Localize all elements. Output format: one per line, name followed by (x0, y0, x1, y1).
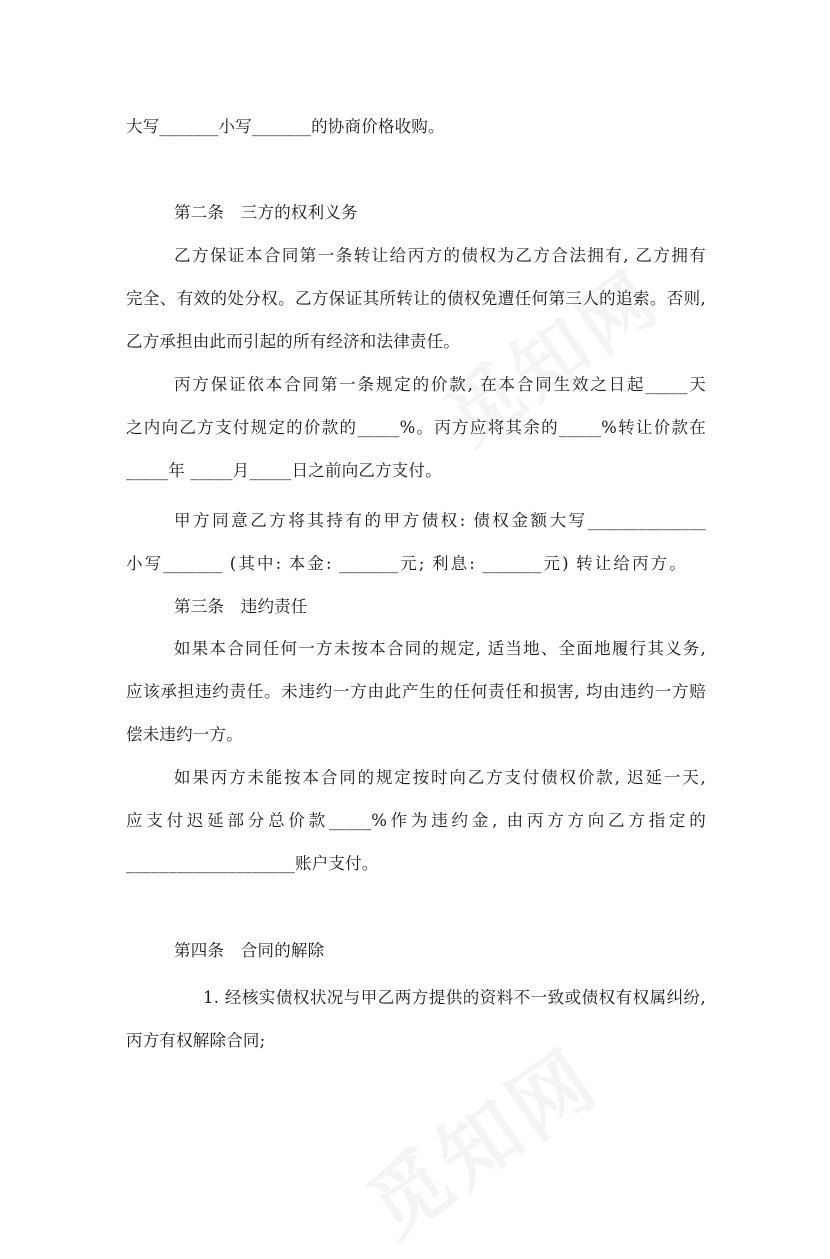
paragraph-line: 乙方保证本合同第一条转让给丙方的债权为乙方合法拥有, 乙方拥有 (174, 246, 706, 265)
paragraph-line: 丙方有权解除合同; (126, 1031, 266, 1050)
paragraph-line: 大写_______小写_______的协商价格收购。 (126, 117, 445, 136)
paragraph-line: 应支付迟延部分总价款_____%作为违约金, 由丙方方向乙方指定的 (126, 811, 706, 830)
paragraph-line: 乙方承担由此而引起的所有经济和法律责任。 (126, 332, 460, 351)
watermark (340, 1016, 617, 1258)
paragraph-line: 之内向乙方支付规定的价款的_____%。丙方应将其余的_____%转让价款在 (126, 418, 706, 437)
section-heading-3: 第三条 违约责任 (174, 597, 308, 616)
paragraph-line: 小写_______ (其中: 本金: _______元; 利息: _______元) 转让给丙方。 (126, 554, 686, 573)
section-heading-2: 第二条 三方的权利义务 (174, 203, 358, 222)
section-heading-4: 第四条 合同的解除 (174, 941, 325, 960)
paragraph-line: 应该承担违约责任。未违约一方由此产生的任何责任和损害, 均由违约一方赔 (126, 682, 706, 701)
paragraph-line: 完全、有效的处分权。乙方保证其所转让的债权免遭任何第三人的追索。否则, (126, 289, 706, 308)
paragraph-line: 偿未违约一方。 (126, 725, 243, 744)
paragraph-line: 丙方保证依本合同第一条规定的价款, 在本合同生效之日起_____天 (174, 375, 706, 394)
paragraph-line: 甲方同意乙方将其持有的甲方债权: 债权金额大写______________ (174, 511, 706, 530)
paragraph-line: ____________________账户支付。 (126, 854, 379, 873)
paragraph-line: _____年 _____月_____日之前向乙方支付。 (126, 461, 442, 480)
paragraph-line: 如果丙方未能按本合同的规定按时向乙方支付债权价款, 迟延一天, (174, 768, 706, 787)
paragraph-line: 如果本合同任何一方未按本合同的规定, 适当地、全面地履行其义务, (174, 639, 706, 658)
paragraph-line: 1. 经核实债权状况与甲乙两方提供的资料不一致或债权有权属纠纷, (203, 988, 706, 1007)
